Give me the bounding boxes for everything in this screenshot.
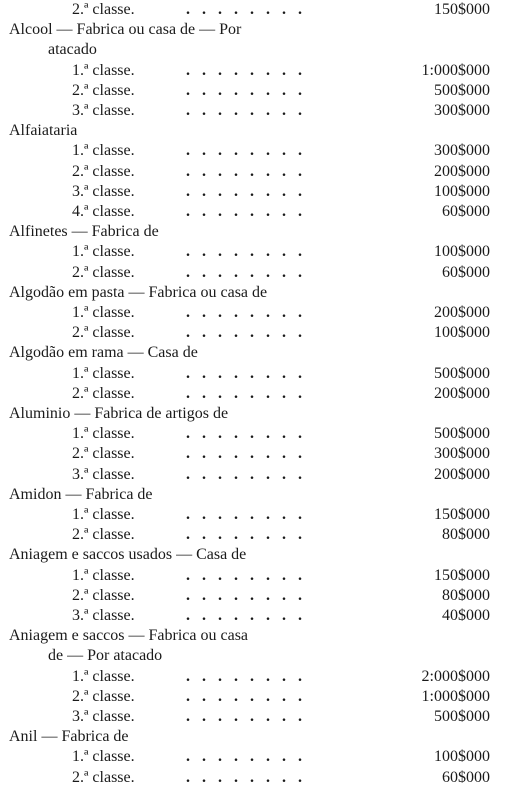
price-value: 100$000	[434, 324, 490, 342]
price-entry	[0, 465, 510, 485]
dot-leader: ........	[186, 607, 314, 624]
class-label: 2.ª classe.	[72, 384, 135, 402]
price-entry	[0, 525, 510, 545]
class-label: 1.ª classe.	[72, 506, 135, 523]
category-heading: Alfinetes — Fabrica de	[9, 223, 159, 241]
heading-continuation: de — Por atacado	[48, 647, 163, 665]
class-label: 1.ª classe.	[72, 142, 135, 160]
class-label: 2.ª classe.	[72, 687, 135, 705]
class-label: 1.ª classe.	[72, 566, 135, 584]
class-label: 1.ª classe.	[72, 748, 135, 766]
dot-leader: ........	[186, 687, 314, 705]
price-entry	[0, 586, 510, 606]
dot-leader: ........	[186, 748, 314, 766]
dot-leader: ........	[186, 384, 314, 402]
price-entry	[0, 141, 510, 161]
dot-leader: ........	[186, 768, 314, 786]
price-entry	[0, 61, 510, 81]
price-value: 300$000	[434, 102, 490, 119]
price-value: 150$000	[434, 1, 490, 18]
category-heading: Amidon — Fabrica de	[9, 485, 153, 503]
price-entry	[0, 687, 510, 707]
price-entry	[0, 424, 510, 444]
class-label: 2.ª classe.	[72, 324, 135, 342]
price-value: 500$000	[434, 364, 490, 382]
price-value: 300$000	[434, 445, 490, 463]
price-value: 2:000$000	[421, 667, 490, 685]
price-entry	[0, 768, 510, 788]
price-entry	[0, 323, 510, 343]
price-entry	[0, 707, 510, 727]
price-entry	[0, 566, 510, 586]
price-entry	[0, 444, 510, 464]
price-value: 100$000	[434, 182, 490, 200]
category-heading: Aniagem e saccos — Fabrica ou casa	[9, 627, 249, 645]
price-value: 60$000	[442, 768, 490, 786]
category-heading: Algodão em pasta — Fabrica ou casa de	[9, 283, 268, 301]
price-value: 300$000	[434, 142, 490, 160]
price-entry	[0, 242, 510, 262]
class-label: 2.ª classe.	[72, 81, 135, 99]
class-label: 2.ª classe.	[72, 768, 135, 786]
dot-leader: ........	[186, 182, 314, 200]
price-entry	[0, 0, 510, 20]
price-value: 200$000	[434, 162, 490, 180]
price-entry	[0, 606, 510, 626]
class-label: 3.ª classe.	[72, 182, 135, 200]
category-heading: Aniagem e saccos usados — Casa de	[9, 546, 247, 564]
class-label: 1.ª classe.	[72, 61, 135, 79]
price-entry	[0, 162, 510, 182]
dot-leader: ........	[186, 526, 314, 544]
price-value: 60$000	[442, 263, 490, 281]
dot-leader: ........	[186, 102, 314, 119]
class-label: 3.ª classe.	[72, 607, 135, 624]
dot-leader: ........	[186, 465, 314, 483]
category-heading: Alcool — Fabrica ou casa de — Por	[9, 21, 242, 39]
price-entry	[0, 505, 510, 525]
class-label: 3.ª classe.	[72, 708, 135, 725]
price-entry	[0, 101, 510, 121]
dot-leader: ........	[186, 445, 314, 463]
price-value: 1:000$000	[421, 687, 490, 705]
dot-leader: ........	[186, 667, 314, 685]
dot-leader: ........	[186, 142, 314, 160]
price-value: 80$000	[442, 526, 490, 544]
price-entry	[0, 667, 510, 687]
price-entry	[0, 747, 510, 767]
class-label: 3.ª classe.	[72, 102, 135, 119]
price-entry	[0, 182, 510, 202]
dot-leader: ........	[186, 81, 314, 99]
price-value: 200$000	[434, 465, 490, 483]
price-value: 100$000	[434, 243, 490, 261]
price-value: 150$000	[434, 566, 490, 584]
dot-leader: ........	[186, 203, 314, 220]
price-entry	[0, 81, 510, 101]
class-label: 1.ª classe.	[72, 243, 135, 261]
price-value: 200$000	[434, 384, 490, 402]
dot-leader: ........	[186, 566, 314, 584]
dot-leader: ........	[186, 586, 314, 604]
dot-leader: ........	[186, 243, 314, 261]
dot-leader: ........	[186, 708, 314, 725]
dot-leader: ........	[186, 263, 314, 281]
dot-leader: ........	[186, 162, 314, 180]
price-value: 150$000	[434, 506, 490, 523]
price-value: 1:000$000	[421, 61, 490, 79]
class-label: 3.ª classe.	[72, 465, 135, 483]
price-value: 60$000	[442, 203, 490, 220]
class-label: 1.ª classe.	[72, 364, 135, 382]
category-heading: Alfaiataria	[9, 122, 78, 140]
price-value: 100$000	[434, 748, 490, 766]
class-label: 2.ª classe.	[72, 526, 135, 544]
dot-leader: ........	[186, 425, 314, 443]
class-label: 2.ª classe.	[72, 263, 135, 281]
price-entry	[0, 303, 510, 323]
category-heading: Anil — Fabrica de	[9, 728, 129, 746]
price-entry	[0, 263, 510, 283]
price-value: 500$000	[434, 81, 490, 99]
dot-leader: ........	[186, 61, 314, 79]
price-value: 80$000	[442, 586, 490, 604]
class-label: 4.ª classe.	[72, 203, 135, 220]
dot-leader: ........	[186, 364, 314, 382]
class-label: 2.ª classe.	[72, 586, 135, 604]
class-label: 1.ª classe.	[72, 667, 135, 685]
category-heading: Aluminio — Fabrica de artigos de	[9, 405, 229, 422]
dot-leader: ........	[186, 324, 314, 342]
price-value: 500$000	[434, 708, 490, 725]
price-entry	[0, 384, 510, 404]
class-label: 1.ª classe.	[72, 425, 135, 443]
price-value: 200$000	[434, 304, 490, 321]
price-entry	[0, 364, 510, 384]
dot-leader: ........	[186, 1, 314, 18]
dot-leader: ........	[186, 304, 314, 321]
category-heading: Algodão em rama — Casa de	[9, 344, 198, 362]
price-value: 40$000	[442, 607, 490, 624]
heading-continuation: atacado	[48, 41, 97, 59]
class-label: 2.ª classe.	[72, 1, 135, 18]
dot-leader: ........	[186, 506, 314, 523]
price-value: 500$000	[434, 425, 490, 443]
price-entry	[0, 202, 510, 222]
class-label: 1.ª classe.	[72, 304, 135, 321]
class-label: 2.ª classe.	[72, 445, 135, 463]
class-label: 2.ª classe.	[72, 162, 135, 180]
